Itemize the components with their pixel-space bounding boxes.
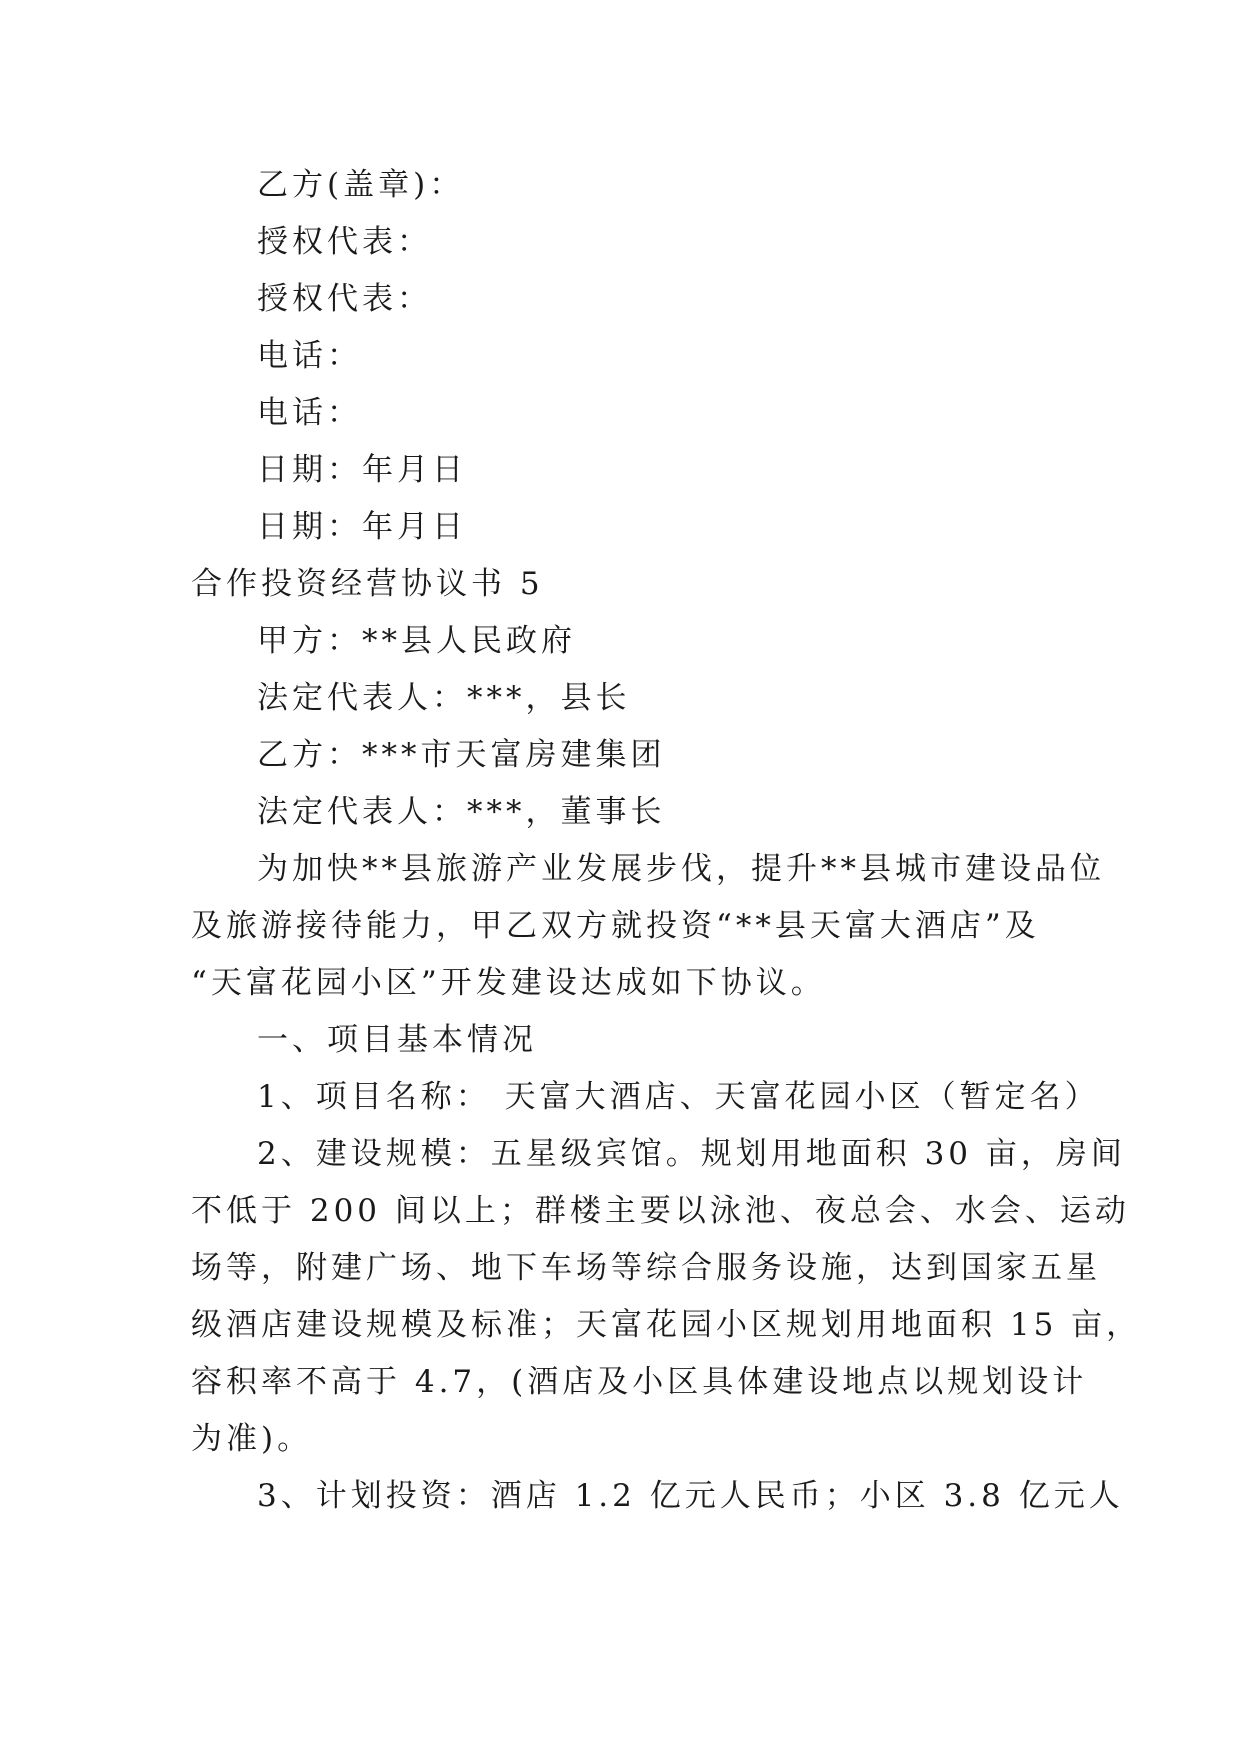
project-name-line: 1、项目名称： 天富大酒店、天富花园小区（暂定名）: [257, 1079, 1100, 1115]
scale-paragraph-line: 场等，附建广场、地下车场等综合服务设施，达到国家五星: [191, 1250, 1101, 1286]
phone-line: 电话：: [257, 338, 362, 374]
authorized-rep-line: 授权代表：: [257, 224, 432, 260]
legal-rep-line: 法定代表人：***，董事长: [257, 794, 666, 830]
section-title: 合作投资经营协议书 5: [191, 566, 544, 602]
intro-paragraph-line: “天富花园小区”开发建设达成如下协议。: [191, 965, 826, 1001]
scale-paragraph-line: 2、建设规模：五星级宾馆。规划用地面积 30 亩，房间: [257, 1136, 1126, 1172]
party-a-line: 甲方：**县人民政府: [257, 623, 576, 659]
party-b-seal-line: 乙方(盖章)：: [257, 167, 465, 203]
scale-paragraph-line: 为准)。: [191, 1421, 313, 1457]
investment-line: 3、计划投资：酒店 1.2 亿元人民币；小区 3.8 亿元人: [257, 1478, 1124, 1514]
intro-paragraph-line: 及旅游接待能力，甲乙双方就投资“**县天富大酒店”及: [191, 908, 1040, 944]
intro-paragraph-line: 为加快**县旅游产业发展步伐，提升**县城市建设品位: [257, 851, 1105, 887]
phone-line: 电话：: [257, 395, 362, 431]
legal-rep-line: 法定代表人：***，县长: [257, 680, 631, 716]
scale-paragraph-line: 容积率不高于 4.7，(酒店及小区具体建设地点以规划设计: [191, 1364, 1088, 1400]
scale-paragraph-line: 级酒店建设规模及标准；天富花园小区规划用地面积 15 亩，: [191, 1307, 1142, 1343]
date-line: 日期：年月日: [257, 452, 467, 488]
scale-paragraph-line: 不低于 200 间以上；群楼主要以泳池、夜总会、水会、运动: [191, 1193, 1130, 1229]
heading-project-info: 一、项目基本情况: [257, 1022, 537, 1058]
authorized-rep-line: 授权代表：: [257, 281, 432, 317]
date-line: 日期：年月日: [257, 509, 467, 545]
party-b-line: 乙方：***市天富房建集团: [257, 737, 666, 773]
